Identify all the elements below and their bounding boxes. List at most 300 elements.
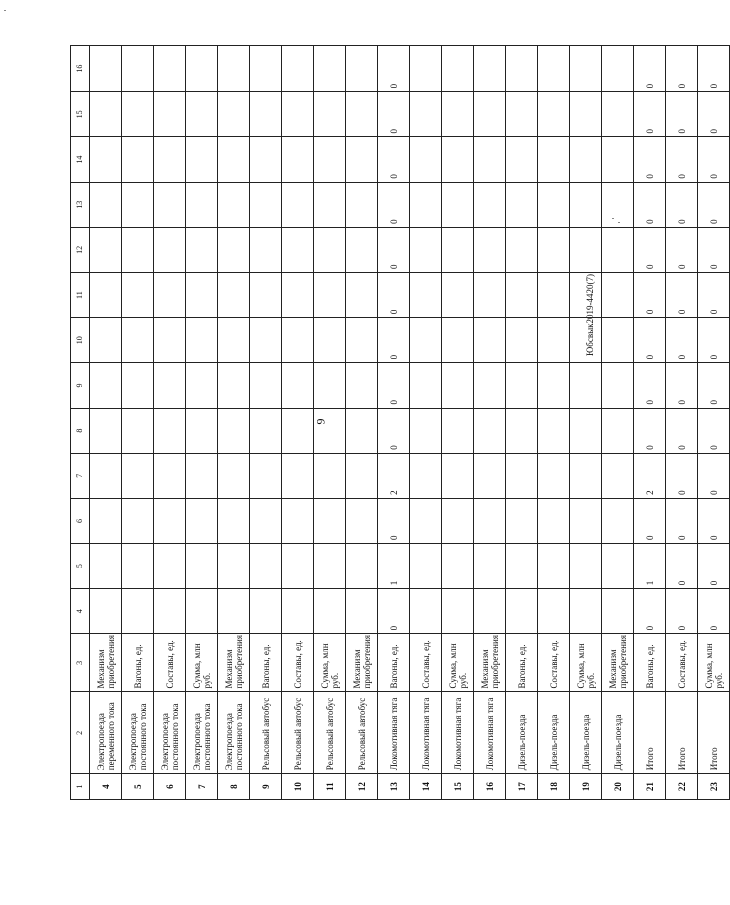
value-cell bbox=[122, 227, 154, 272]
value-cell bbox=[314, 498, 346, 543]
value-cell bbox=[346, 544, 378, 589]
value-cell bbox=[346, 318, 378, 363]
value-cell bbox=[506, 363, 538, 408]
value-cell bbox=[282, 589, 314, 634]
value-cell bbox=[314, 92, 346, 137]
value-cell bbox=[218, 182, 250, 227]
value-cell bbox=[186, 137, 218, 182]
value-cell bbox=[154, 544, 186, 589]
row-indicator: Вагоны, ед. bbox=[506, 634, 538, 692]
value-cell bbox=[346, 46, 378, 92]
value-cell bbox=[122, 92, 154, 137]
value-cell bbox=[538, 589, 570, 634]
value-cell bbox=[538, 544, 570, 589]
column-header: 13 bbox=[71, 182, 90, 227]
value-cell bbox=[474, 46, 506, 92]
value-cell: 0 bbox=[698, 363, 730, 408]
value-cell bbox=[154, 363, 186, 408]
value-cell bbox=[474, 544, 506, 589]
value-cell: 2 bbox=[634, 453, 666, 498]
value-cell: 0 bbox=[666, 227, 698, 272]
value-cell bbox=[314, 46, 346, 92]
value-cell bbox=[282, 273, 314, 318]
value-cell bbox=[570, 273, 602, 318]
row-indicator: Составы, ед. bbox=[154, 634, 186, 692]
row-category: Электропоезда постоянного тока bbox=[154, 692, 186, 774]
value-cell bbox=[602, 498, 634, 543]
column-header: 2 bbox=[71, 692, 90, 774]
scan-speck bbox=[4, 10, 6, 11]
value-cell bbox=[218, 273, 250, 318]
value-cell: 0 bbox=[698, 589, 730, 634]
value-cell bbox=[90, 453, 122, 498]
value-cell: 0 bbox=[698, 92, 730, 137]
row-category: Рельсовый автобус bbox=[282, 692, 314, 774]
value-cell bbox=[250, 318, 282, 363]
value-cell: 0 bbox=[698, 273, 730, 318]
value-cell bbox=[186, 92, 218, 137]
value-cell bbox=[602, 544, 634, 589]
table-row bbox=[410, 46, 442, 800]
column-header: 9 bbox=[71, 363, 90, 408]
row-number: 4 bbox=[90, 774, 122, 800]
value-cell bbox=[122, 137, 154, 182]
row-indicator: Сумма, млн руб. bbox=[698, 634, 730, 692]
value-cell bbox=[538, 453, 570, 498]
row-indicator: Сумма, млн руб. bbox=[442, 634, 474, 692]
row-number: 15 bbox=[442, 774, 474, 800]
document-code: Юбсвык2019-4420(7) bbox=[585, 274, 595, 356]
value-cell: 0 bbox=[666, 46, 698, 92]
value-cell bbox=[442, 182, 474, 227]
row-category: Дизель-поезда bbox=[602, 692, 634, 774]
value-cell bbox=[186, 182, 218, 227]
value-cell bbox=[602, 182, 634, 227]
value-cell bbox=[250, 408, 282, 453]
value-cell bbox=[186, 363, 218, 408]
value-cell bbox=[90, 92, 122, 137]
value-cell bbox=[538, 227, 570, 272]
value-cell bbox=[154, 92, 186, 137]
row-category: Электропоезда постоянного тока bbox=[122, 692, 154, 774]
table-row bbox=[570, 46, 602, 800]
row-category: Электропоезда переменного тока bbox=[90, 692, 122, 774]
row-indicator: Вагоны, ед. bbox=[634, 634, 666, 692]
value-cell: 0 bbox=[666, 92, 698, 137]
value-cell bbox=[506, 227, 538, 272]
table-row bbox=[122, 46, 154, 800]
value-cell bbox=[218, 363, 250, 408]
value-cell bbox=[282, 544, 314, 589]
value-cell bbox=[474, 227, 506, 272]
value-cell bbox=[218, 589, 250, 634]
value-cell: 0 bbox=[634, 498, 666, 543]
value-cell bbox=[250, 589, 282, 634]
value-cell bbox=[314, 273, 346, 318]
value-cell: 0 bbox=[378, 498, 410, 543]
value-cell bbox=[314, 363, 346, 408]
table-row bbox=[250, 46, 282, 800]
value-cell: 0 bbox=[634, 182, 666, 227]
value-cell: 0 bbox=[666, 589, 698, 634]
row-category: Дизель-поезда bbox=[506, 692, 538, 774]
value-cell bbox=[90, 363, 122, 408]
value-cell bbox=[474, 589, 506, 634]
value-cell bbox=[122, 182, 154, 227]
value-cell bbox=[154, 408, 186, 453]
value-cell: 1 bbox=[378, 544, 410, 589]
value-cell: 0 bbox=[666, 318, 698, 363]
table-header-row bbox=[71, 46, 90, 800]
value-cell bbox=[122, 273, 154, 318]
value-cell bbox=[122, 453, 154, 498]
table-row bbox=[314, 46, 346, 800]
value-cell bbox=[186, 318, 218, 363]
value-cell bbox=[442, 453, 474, 498]
column-header: 4 bbox=[71, 589, 90, 634]
table-row bbox=[698, 46, 730, 800]
value-cell bbox=[602, 363, 634, 408]
value-cell: 0 bbox=[666, 408, 698, 453]
value-cell bbox=[410, 137, 442, 182]
column-header: 16 bbox=[71, 46, 90, 92]
value-cell bbox=[410, 46, 442, 92]
value-cell bbox=[250, 227, 282, 272]
value-cell bbox=[122, 544, 154, 589]
value-cell bbox=[218, 318, 250, 363]
value-cell bbox=[442, 227, 474, 272]
value-cell bbox=[250, 46, 282, 92]
value-cell bbox=[474, 318, 506, 363]
value-cell: 0 bbox=[378, 92, 410, 137]
row-category: Итого bbox=[634, 692, 666, 774]
column-header: 3 bbox=[71, 634, 90, 692]
value-cell bbox=[154, 46, 186, 92]
value-cell bbox=[122, 363, 154, 408]
value-cell: 0 bbox=[666, 137, 698, 182]
table-row bbox=[186, 46, 218, 800]
value-cell bbox=[218, 227, 250, 272]
value-cell bbox=[538, 182, 570, 227]
row-indicator: Составы, ед. bbox=[410, 634, 442, 692]
rotated-table-container bbox=[70, 45, 724, 800]
row-indicator: Механизм приобретения bbox=[602, 634, 634, 692]
value-cell: 0 bbox=[378, 227, 410, 272]
row-indicator: Составы, ед. bbox=[282, 634, 314, 692]
value-cell bbox=[282, 227, 314, 272]
value-cell bbox=[314, 453, 346, 498]
value-cell bbox=[570, 544, 602, 589]
value-cell bbox=[410, 589, 442, 634]
value-cell bbox=[570, 182, 602, 227]
value-cell: 0 bbox=[666, 182, 698, 227]
value-cell bbox=[218, 46, 250, 92]
value-cell bbox=[602, 137, 634, 182]
row-category: Локомотивная тяга bbox=[442, 692, 474, 774]
value-cell: 1 bbox=[634, 544, 666, 589]
row-indicator: Вагоны, ед. bbox=[378, 634, 410, 692]
page-number: 9 bbox=[313, 418, 328, 425]
value-cell bbox=[90, 589, 122, 634]
table-row bbox=[154, 46, 186, 800]
row-indicator: Сумма, млн руб. bbox=[186, 634, 218, 692]
row-indicator: Механизм приобретения bbox=[346, 634, 378, 692]
row-number: 14 bbox=[410, 774, 442, 800]
value-cell bbox=[154, 227, 186, 272]
value-cell bbox=[314, 137, 346, 182]
value-cell bbox=[282, 318, 314, 363]
value-cell: 0 bbox=[698, 498, 730, 543]
value-cell bbox=[474, 92, 506, 137]
value-cell: 0 bbox=[378, 137, 410, 182]
value-cell bbox=[282, 363, 314, 408]
value-cell bbox=[442, 273, 474, 318]
column-header: 11 bbox=[71, 273, 90, 318]
value-cell bbox=[90, 318, 122, 363]
value-cell bbox=[90, 273, 122, 318]
table-row bbox=[282, 46, 314, 800]
value-cell bbox=[122, 318, 154, 363]
value-cell bbox=[570, 92, 602, 137]
row-number: 23 bbox=[698, 774, 730, 800]
value-cell bbox=[282, 182, 314, 227]
value-cell: 0 bbox=[698, 137, 730, 182]
table-row bbox=[602, 46, 634, 800]
value-cell bbox=[602, 318, 634, 363]
value-cell bbox=[538, 318, 570, 363]
value-cell bbox=[602, 453, 634, 498]
value-cell bbox=[602, 273, 634, 318]
row-category: Итого bbox=[666, 692, 698, 774]
value-cell bbox=[538, 46, 570, 92]
value-cell bbox=[122, 589, 154, 634]
table-row bbox=[538, 46, 570, 800]
value-cell bbox=[186, 453, 218, 498]
value-cell bbox=[570, 137, 602, 182]
row-category: Рельсовый автобус bbox=[346, 692, 378, 774]
value-cell bbox=[218, 544, 250, 589]
value-cell: 0 bbox=[698, 227, 730, 272]
value-cell bbox=[442, 408, 474, 453]
value-cell: 0 bbox=[666, 544, 698, 589]
value-cell bbox=[250, 363, 282, 408]
value-cell: 0 bbox=[378, 589, 410, 634]
value-cell bbox=[506, 544, 538, 589]
value-cell bbox=[250, 453, 282, 498]
value-cell bbox=[506, 182, 538, 227]
table-row bbox=[346, 46, 378, 800]
value-cell bbox=[122, 498, 154, 543]
value-cell bbox=[346, 453, 378, 498]
value-cell bbox=[314, 589, 346, 634]
value-cell bbox=[282, 498, 314, 543]
value-cell bbox=[570, 589, 602, 634]
value-cell bbox=[122, 408, 154, 453]
value-cell bbox=[570, 227, 602, 272]
column-header: 8 bbox=[71, 408, 90, 453]
value-cell: 0 bbox=[666, 363, 698, 408]
value-cell bbox=[570, 408, 602, 453]
value-cell bbox=[410, 273, 442, 318]
value-cell bbox=[442, 544, 474, 589]
value-cell bbox=[346, 589, 378, 634]
value-cell: 0 bbox=[378, 273, 410, 318]
row-number: 6 bbox=[154, 774, 186, 800]
value-cell bbox=[218, 453, 250, 498]
value-cell: 0 bbox=[698, 453, 730, 498]
value-cell bbox=[218, 92, 250, 137]
value-cell bbox=[282, 46, 314, 92]
value-cell bbox=[154, 453, 186, 498]
value-cell bbox=[186, 273, 218, 318]
value-cell bbox=[410, 498, 442, 543]
value-cell bbox=[442, 589, 474, 634]
value-cell bbox=[186, 544, 218, 589]
row-indicator: Составы, ед. bbox=[538, 634, 570, 692]
value-cell bbox=[442, 363, 474, 408]
row-number: 13 bbox=[378, 774, 410, 800]
value-cell: 0 bbox=[698, 408, 730, 453]
value-cell bbox=[442, 92, 474, 137]
value-cell bbox=[602, 92, 634, 137]
row-number: 21 bbox=[634, 774, 666, 800]
value-cell: 0 bbox=[698, 182, 730, 227]
column-header: 6 bbox=[71, 498, 90, 543]
value-cell: 0 bbox=[666, 498, 698, 543]
value-cell bbox=[474, 498, 506, 543]
column-header: 15 bbox=[71, 92, 90, 137]
value-cell bbox=[90, 498, 122, 543]
column-header: 14 bbox=[71, 137, 90, 182]
row-number: 16 bbox=[474, 774, 506, 800]
row-category: Рельсовый автобус bbox=[314, 692, 346, 774]
value-cell bbox=[442, 137, 474, 182]
value-cell bbox=[250, 544, 282, 589]
value-cell bbox=[314, 408, 346, 453]
value-cell bbox=[154, 137, 186, 182]
value-cell: 0 bbox=[634, 318, 666, 363]
value-cell bbox=[442, 318, 474, 363]
value-cell bbox=[506, 273, 538, 318]
value-cell bbox=[570, 318, 602, 363]
value-cell bbox=[538, 498, 570, 543]
value-cell: 0 bbox=[634, 137, 666, 182]
value-cell bbox=[506, 453, 538, 498]
value-cell bbox=[90, 408, 122, 453]
value-cell bbox=[314, 227, 346, 272]
value-cell bbox=[506, 92, 538, 137]
value-cell bbox=[346, 92, 378, 137]
value-cell: 0 bbox=[634, 363, 666, 408]
table-row bbox=[634, 46, 666, 800]
value-cell bbox=[442, 46, 474, 92]
row-category: Локомотивная тяга bbox=[410, 692, 442, 774]
row-indicator: Вагоны, ед. bbox=[122, 634, 154, 692]
value-cell bbox=[570, 46, 602, 92]
row-indicator: Механизм приобретения bbox=[474, 634, 506, 692]
value-cell: 0 bbox=[634, 92, 666, 137]
row-category: Локомотивная тяга bbox=[378, 692, 410, 774]
value-cell bbox=[282, 137, 314, 182]
value-cell bbox=[506, 318, 538, 363]
value-cell bbox=[474, 137, 506, 182]
row-number: 18 bbox=[538, 774, 570, 800]
row-category: Дизель-поезда bbox=[570, 692, 602, 774]
value-cell bbox=[250, 92, 282, 137]
value-cell bbox=[570, 363, 602, 408]
value-cell bbox=[250, 137, 282, 182]
row-number: 8 bbox=[218, 774, 250, 800]
table-row bbox=[442, 46, 474, 800]
column-header: 7 bbox=[71, 453, 90, 498]
value-cell bbox=[602, 227, 634, 272]
column-header: 10 bbox=[71, 318, 90, 363]
value-cell bbox=[90, 46, 122, 92]
value-cell bbox=[250, 273, 282, 318]
value-cell bbox=[410, 544, 442, 589]
value-cell bbox=[218, 137, 250, 182]
value-cell bbox=[122, 46, 154, 92]
row-number: 17 bbox=[506, 774, 538, 800]
value-cell bbox=[410, 408, 442, 453]
value-cell bbox=[474, 408, 506, 453]
value-cell bbox=[314, 182, 346, 227]
value-cell bbox=[410, 453, 442, 498]
value-cell bbox=[90, 227, 122, 272]
value-cell: 0 bbox=[634, 46, 666, 92]
value-cell bbox=[410, 182, 442, 227]
value-cell bbox=[186, 589, 218, 634]
value-cell: 0 bbox=[666, 453, 698, 498]
value-cell bbox=[282, 453, 314, 498]
row-indicator: Механизм приобретения bbox=[90, 634, 122, 692]
value-cell: 2 bbox=[378, 453, 410, 498]
value-cell bbox=[506, 46, 538, 92]
value-cell bbox=[218, 408, 250, 453]
value-cell bbox=[538, 92, 570, 137]
value-cell bbox=[154, 589, 186, 634]
row-indicator: Сумма, млн руб. bbox=[570, 634, 602, 692]
value-cell bbox=[314, 318, 346, 363]
value-cell bbox=[474, 453, 506, 498]
value-cell: 0 bbox=[634, 227, 666, 272]
value-cell bbox=[602, 589, 634, 634]
value-cell bbox=[346, 137, 378, 182]
value-cell: 0 bbox=[698, 318, 730, 363]
row-number: 22 bbox=[666, 774, 698, 800]
value-cell bbox=[218, 498, 250, 543]
row-number: 10 bbox=[282, 774, 314, 800]
value-cell: 0 bbox=[634, 589, 666, 634]
value-cell: 0 bbox=[634, 273, 666, 318]
row-number: 9 bbox=[250, 774, 282, 800]
value-cell bbox=[442, 498, 474, 543]
value-cell bbox=[346, 273, 378, 318]
column-header: 12 bbox=[71, 227, 90, 272]
value-cell bbox=[410, 92, 442, 137]
row-number: 7 bbox=[186, 774, 218, 800]
value-cell bbox=[506, 498, 538, 543]
value-cell: 0 bbox=[378, 46, 410, 92]
value-cell: 0 bbox=[378, 318, 410, 363]
table-row bbox=[474, 46, 506, 800]
row-indicator: Составы, ед. bbox=[666, 634, 698, 692]
value-cell bbox=[346, 408, 378, 453]
table-row bbox=[90, 46, 122, 800]
row-indicator: Вагоны, ед. bbox=[250, 634, 282, 692]
value-cell bbox=[570, 498, 602, 543]
value-cell: 0 bbox=[378, 363, 410, 408]
